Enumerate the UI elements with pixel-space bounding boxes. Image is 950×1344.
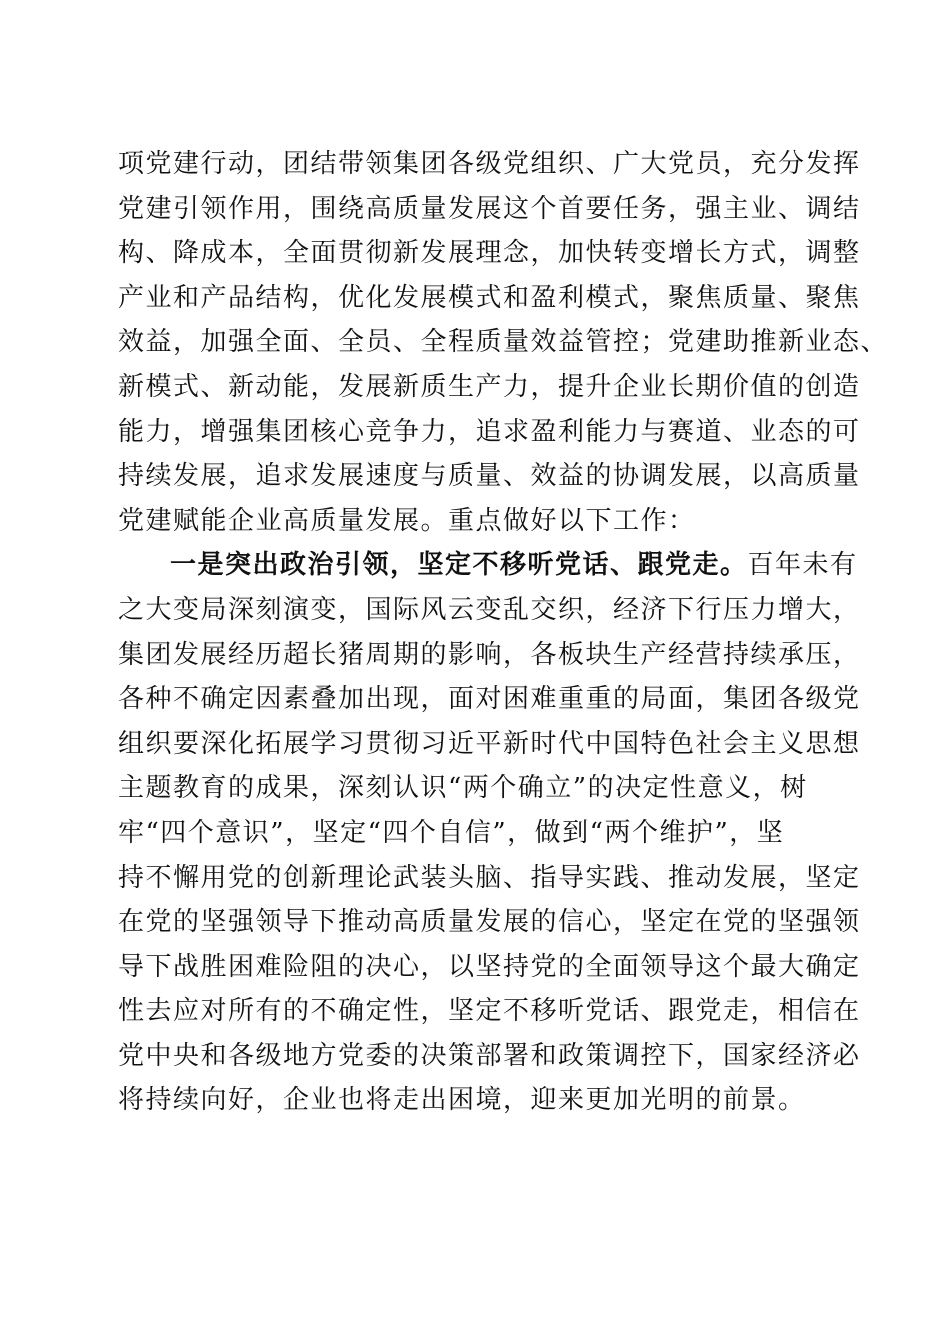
paragraph-first-line [118,543,858,588]
document-body [118,142,889,1123]
paragraph-line: 党建赋能企业高质量发展。重点做好以下工作： [118,505,696,536]
paragraph-line: 新模式、新动能，发展新质生产力，提升企业长期价值的创造 [118,371,861,402]
paragraph-line: 持续发展，追求发展速度与质量、效益的协调发展，以高质量 [118,461,861,492]
paragraph-political-leadership [118,543,861,1123]
paragraph-line: 牢“四个意识”，坚定“四个自信”，做到“两个维护”，坚 [118,817,785,848]
paragraph-line: 集团发展经历超长猪周期的影响，各板块生产经营持续承压， [118,639,861,670]
paragraph-line: 能力，增强集团核心竞争力，追求盈利能力与赛道、业态的可 [118,416,861,447]
paragraph-text: 百年未有 [747,550,858,581]
paragraph-line: 导下战胜困难险阻的决心，以坚持党的全面领导这个最大确定 [118,951,861,982]
paragraph-intro [118,142,889,543]
paragraph-line: 持不懈用党的创新理论武装头脑、指导实践、推动发展，坚定 [118,862,861,893]
paragraph-line: 产业和产品结构，优化发展模式和盈利模式，聚焦质量、聚焦 [118,282,861,313]
paragraph-line: 主题教育的成果，深刻认识“两个确立”的决定性意义，树 [118,773,808,804]
paragraph-line: 组织要深化拓展学习贯彻习近平新时代中国特色社会主义思想 [118,728,861,759]
paragraph-line: 项党建行动，团结带领集团各级党组织、广大党员，充分发挥 [118,149,861,179]
paragraph-line: 效益，加强全面、全员、全程质量效益管控；党建助推新业态、 [118,327,889,358]
paragraph-line: 党中央和各级地方党委的决策部署和政策调控下，国家经济必 [118,1040,861,1071]
paragraph-line: 性去应对所有的不确定性，坚定不移听党话、跟党走，相信在 [118,996,861,1027]
paragraph-line: 将持续向好，企业也将走出困境，迎来更加光明的前景。 [118,1085,806,1116]
paragraph-line: 党建引领作用，围绕高质量发展这个首要任务，强主业、调结 [118,193,861,224]
paragraph-line: 各种不确定因素叠加出现，面对困难重重的局面，集团各级党 [118,684,861,715]
paragraph-heading: 一是突出政治引领，坚定不移听党话、跟党走。 [170,550,748,581]
paragraph-line: 之大变局深刻演变，国际风云变乱交织，经济下行压力增大， [118,594,861,625]
paragraph-line: 构、降成本，全面贯彻新发展理念，加快转变增长方式，调整 [118,238,861,269]
paragraph-line: 在党的坚强领导下推动高质量发展的信心，坚定在党的坚强领 [118,907,861,938]
